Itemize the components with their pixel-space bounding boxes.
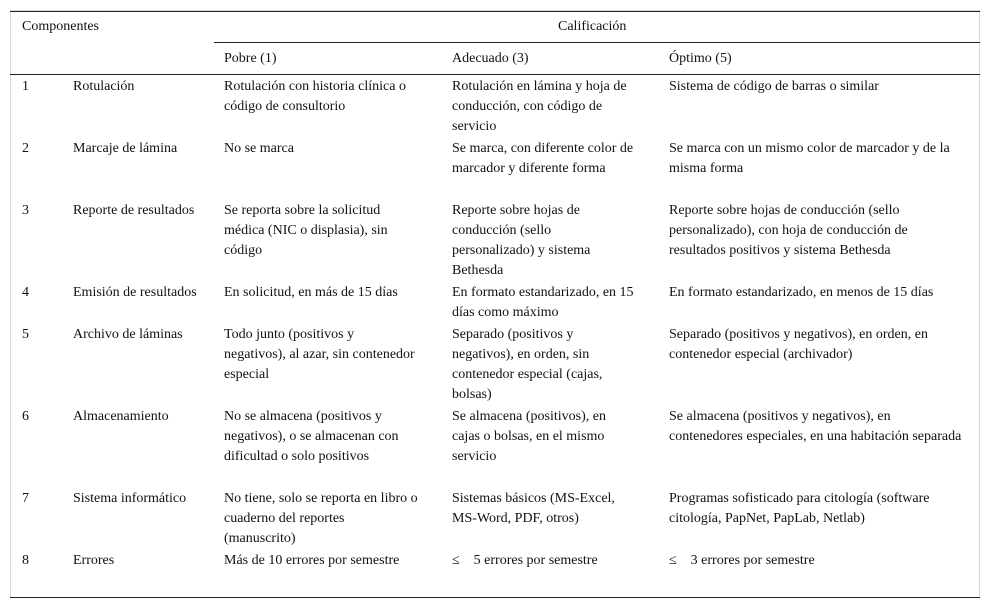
cell-pobre: En solicitud, en más de 15 días	[224, 285, 398, 300]
cell-name: Rotulación	[73, 79, 135, 94]
cell-pobre: No se marca	[224, 141, 294, 156]
cell-name: Marcaje de lámina	[73, 141, 178, 156]
cell-optimo: Se almacena (positivos y negativos), en contenedores especiales, en una habitación separada	[669, 409, 962, 444]
cell-adecuado: Sistemas básicos (MS-Excel, MS-Word, PDF, otros)	[452, 491, 615, 526]
cell-name: Errores	[73, 553, 115, 568]
cell-num: 3	[22, 203, 29, 218]
cell-num: 1	[22, 79, 29, 94]
cell-name: Emisión de resultados	[73, 285, 197, 300]
cell-name: Archivo de láminas	[73, 327, 183, 342]
cell-num: 4	[22, 285, 29, 300]
cell-name: Sistema informático	[73, 491, 187, 506]
cell-pobre: Se reporta sobre la solicitud médica (NIC o displasia), sin código	[224, 203, 388, 258]
cell-optimo: Reporte sobre hojas de conducción (sello personalizado), con hoja de conducción de resultados positivos y sistema Bethesda	[669, 203, 908, 258]
bottom-rule	[10, 597, 980, 598]
cell-optimo: ≤ 3 errores por semestre	[669, 553, 815, 568]
cell-adecuado: Se almacena (positivos), en cajas o bolsas, en el mismo servicio	[452, 409, 606, 464]
cell-pobre: Rotulación con historia clínica o código de consultorio	[224, 79, 406, 114]
cell-num: 2	[22, 141, 29, 156]
cell-optimo: Sistema de código de barras o similar	[669, 79, 879, 94]
cell-adecuado: Reporte sobre hojas de conducción (sello personalizado) y sistema Bethesda	[452, 203, 591, 278]
cell-optimo: Separado (positivos y negativos), en orden, en contenedor especial (archivador)	[669, 327, 928, 362]
cell-name: Reporte de resultados	[73, 203, 195, 218]
cell-adecuado: Separado (positivos y negativos), en orden, sin contenedor especial (cajas, bolsas)	[452, 327, 603, 402]
header-pobre: Pobre (1)	[224, 51, 277, 66]
cell-pobre: No tiene, solo se reporta en libro o cuaderno del reportes (manuscrito)	[224, 491, 418, 546]
header-optimo: Óptimo (5)	[669, 51, 732, 66]
header-rule	[10, 74, 980, 75]
cell-optimo: Programas sofisticado para citología (software citología, PapNet, PapLab, Netlab)	[669, 491, 930, 526]
cell-num: 7	[22, 491, 29, 506]
header-calificacion: Calificación	[558, 19, 627, 34]
cell-name: Almacenamiento	[73, 409, 169, 424]
cell-adecuado: En formato estandarizado, en 15 días como máximo	[452, 285, 634, 320]
top-rule	[10, 11, 980, 12]
cell-num: 6	[22, 409, 29, 424]
cell-pobre: No se almacena (positivos y negativos), o se almacenan con dificultad o solo positivos	[224, 409, 399, 464]
calificacion-rule	[214, 42, 980, 43]
header-componentes: Componentes	[22, 19, 99, 34]
cell-pobre: Más de 10 errores por semestre	[224, 553, 400, 568]
cell-adecuado: Rotulación en lámina y hoja de conducción, con código de servicio	[452, 79, 627, 134]
cell-adecuado: ≤ 5 errores por semestre	[452, 553, 598, 568]
cell-adecuado: Se marca, con diferente color de marcador y diferente forma	[452, 141, 634, 176]
cell-num: 8	[22, 553, 29, 568]
cell-num: 5	[22, 327, 29, 342]
cell-optimo: En formato estandarizado, en menos de 15 días	[669, 285, 934, 300]
cell-optimo: Se marca con un mismo color de marcador y de la misma forma	[669, 141, 950, 176]
header-adecuado: Adecuado (3)	[452, 51, 529, 66]
cell-pobre: Todo junto (positivos y negativos), al azar, sin contenedor especial	[224, 327, 415, 382]
